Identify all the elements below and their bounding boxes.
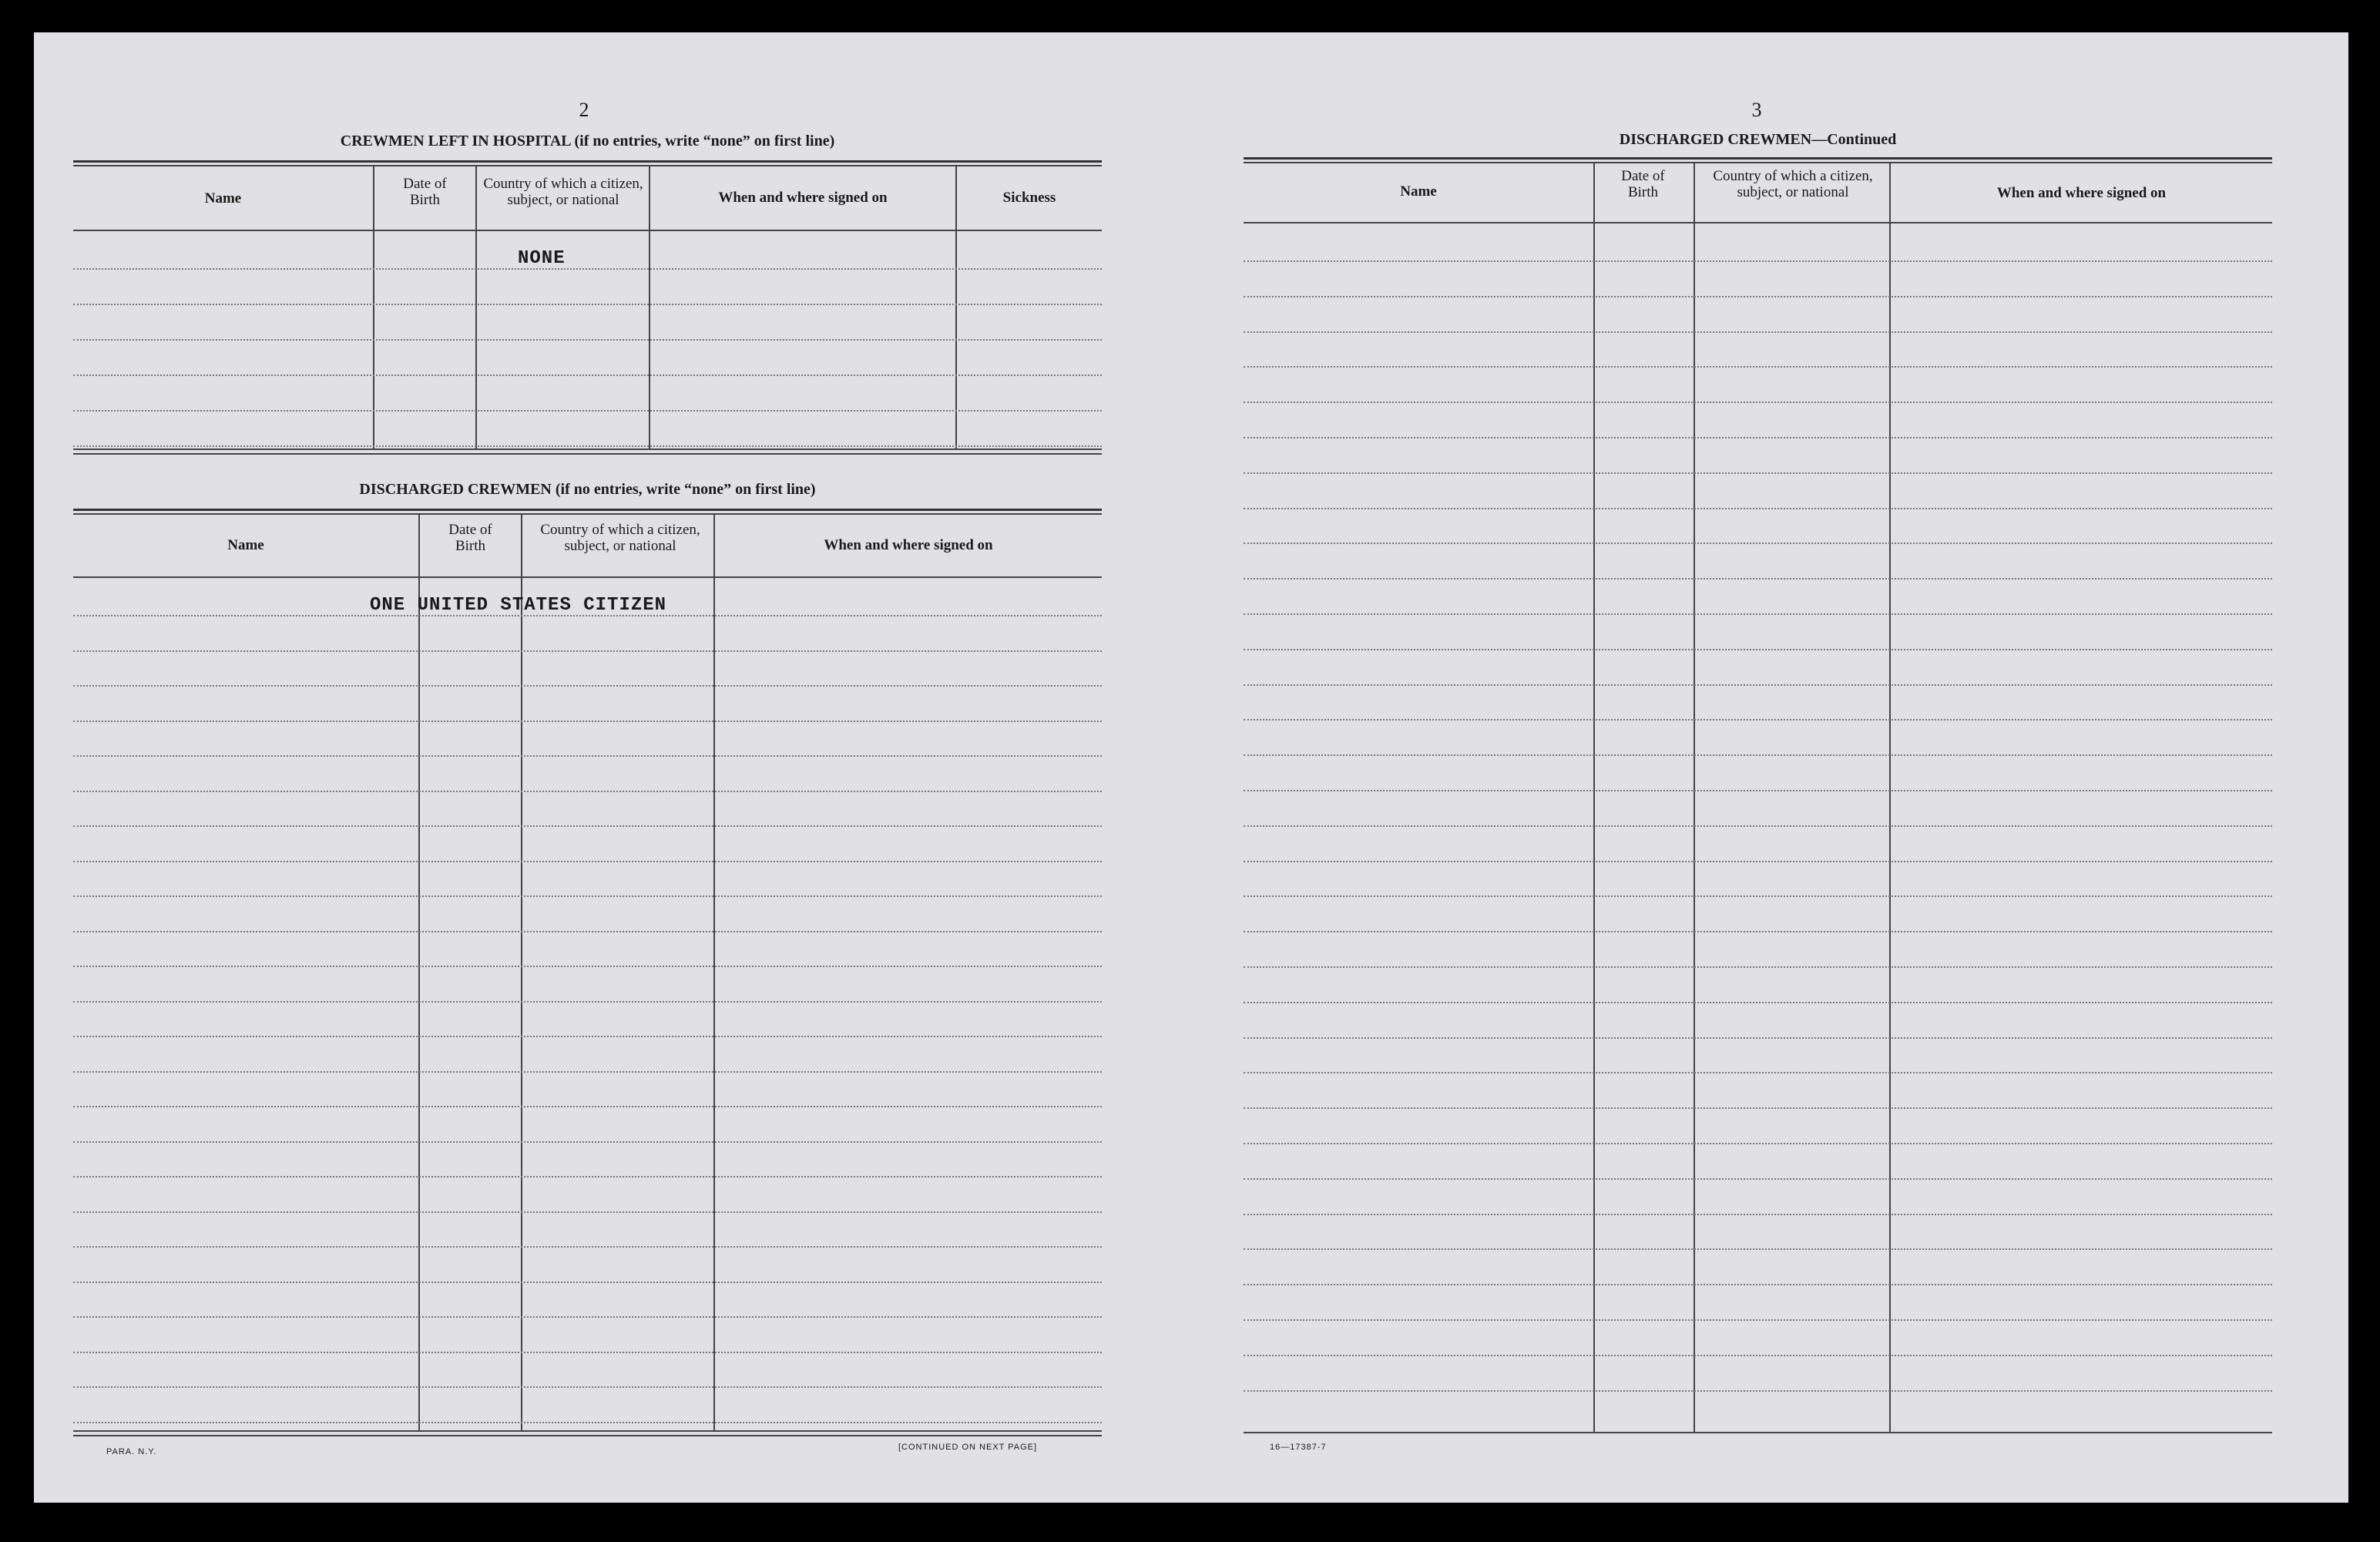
entry-line	[73, 1071, 1102, 1073]
entry-line	[73, 791, 1102, 792]
discharged-col-signed-header: When and where signed on	[824, 537, 993, 553]
continued-col-divider-1	[1593, 162, 1595, 1433]
entry-line	[1244, 543, 2272, 544]
entry-line	[1244, 613, 2272, 615]
entry-line	[1244, 649, 2272, 650]
hospital-col-name-header: Name	[204, 190, 242, 207]
entry-line	[73, 650, 1102, 652]
hospital-entry-line	[73, 410, 1102, 412]
hospital-col-divider-4	[955, 165, 957, 450]
entry-line	[73, 966, 1102, 967]
continued-col-divider-3	[1889, 162, 1891, 1433]
hospital-col-divider-1	[373, 165, 374, 450]
continued-header-rule	[1244, 222, 2272, 223]
entry-line	[1244, 331, 2272, 333]
entry-line	[73, 1316, 1102, 1318]
entry-line	[1244, 719, 2272, 721]
entry-line	[1244, 1143, 2272, 1144]
form-number: 16—17387-7	[1270, 1443, 1327, 1452]
hospital-col-country-header: Country of which a citizen, subject, or national	[483, 176, 643, 208]
entry-line	[1244, 296, 2272, 297]
continued-table-bottom-rule	[1244, 1432, 2272, 1433]
discharged-table-top-rule	[73, 509, 1102, 511]
hospital-col-divider-2	[475, 165, 477, 450]
hospital-entry-line	[73, 304, 1102, 305]
hospital-col-dob-header: Date of Birth	[403, 176, 447, 208]
entry-line	[1244, 472, 2272, 474]
hospital-entry-line	[73, 339, 1102, 341]
printer-mark: PARA. N.Y.	[106, 1447, 157, 1456]
entry-line	[73, 1176, 1102, 1177]
entry-line	[73, 1211, 1102, 1213]
entry-line	[73, 1386, 1102, 1388]
entry-line	[1244, 1178, 2272, 1180]
entry-line	[73, 1246, 1102, 1248]
entry-line	[1244, 966, 2272, 968]
hospital-header-rule	[73, 230, 1102, 231]
hospital-section-title: CREWMEN LEFT IN HOSPITAL (if no entries, write “none” on first line)	[340, 133, 835, 149]
hospital-table-bottom-rule	[73, 448, 1102, 450]
entry-line	[73, 861, 1102, 862]
entry-line	[73, 615, 1102, 616]
entry-line	[1244, 754, 2272, 756]
continued-col-country-header: Country of which a citizen, subject, or national	[1713, 168, 1873, 200]
entry-line	[73, 1352, 1102, 1353]
entry-line	[73, 685, 1102, 687]
hospital-col-signed-header: When and where signed on	[718, 190, 888, 206]
continued-note: [CONTINUED ON NEXT PAGE]	[898, 1443, 1038, 1452]
entry-line	[73, 1036, 1102, 1037]
entry-line	[1244, 1390, 2272, 1392]
page-number-right: 3	[1751, 99, 1762, 121]
entry-line	[73, 931, 1102, 932]
hospital-table-bottom-rule-2	[73, 453, 1102, 455]
entry-line	[1244, 1319, 2272, 1321]
continued-table-top-rule	[1244, 157, 2272, 160]
entry-line	[73, 1282, 1102, 1283]
hospital-table-top-rule-2	[73, 165, 1102, 166]
continued-col-name-header: Name	[1400, 183, 1437, 200]
hospital-col-divider-3	[649, 165, 650, 450]
page-number-left: 2	[579, 99, 589, 121]
hospital-typed-entry: NONE	[518, 248, 566, 269]
hospital-entry-line	[73, 268, 1102, 270]
entry-line	[1244, 825, 2272, 827]
entry-line	[73, 721, 1102, 722]
entry-line	[1244, 1107, 2272, 1109]
entry-line	[1244, 260, 2272, 262]
entry-line	[73, 895, 1102, 897]
entry-line	[73, 1001, 1102, 1003]
entry-line	[1244, 790, 2272, 791]
discharged-col-name-header: Name	[227, 537, 264, 553]
discharged-header-rule	[73, 576, 1102, 578]
hospital-entry-line	[73, 375, 1102, 376]
continued-col-divider-2	[1694, 162, 1695, 1433]
entry-line	[73, 1141, 1102, 1143]
entry-line	[1244, 1355, 2272, 1356]
entry-line	[1244, 1214, 2272, 1215]
hospital-table-top-rule	[73, 160, 1102, 163]
entry-line	[1244, 401, 2272, 403]
entry-line	[73, 1422, 1102, 1423]
entry-line	[1244, 895, 2272, 897]
continued-col-signed-header: When and where signed on	[1996, 185, 2167, 201]
continued-col-dob-header: Date of Birth	[1621, 168, 1665, 200]
discharged-col-dob-header: Date of Birth	[448, 522, 492, 554]
entry-line	[73, 825, 1102, 827]
entry-line	[73, 1106, 1102, 1107]
entry-line	[1244, 508, 2272, 509]
discharged-section-title: DISCHARGED CREWMEN (if no entries, write “none” on first line)	[359, 481, 816, 498]
entry-line	[1244, 1037, 2272, 1039]
discharged-continued-title: DISCHARGED CREWMEN—Continued	[1619, 131, 1897, 148]
entry-line	[1244, 1248, 2272, 1250]
entry-line	[1244, 684, 2272, 686]
discharged-typed-entry: ONE UNITED STATES CITIZEN	[370, 595, 667, 616]
discharged-col-country-header: Country of which a citizen, subject, or national	[540, 522, 700, 554]
discharged-table-bottom-rule-2	[73, 1435, 1102, 1436]
hospital-col-sickness-header: Sickness	[1002, 190, 1056, 206]
entry-line	[1244, 1072, 2272, 1073]
entry-line	[1244, 366, 2272, 368]
entry-line	[1244, 1002, 2272, 1003]
entry-line	[1244, 931, 2272, 932]
entry-line	[1244, 861, 2272, 862]
entry-line	[1244, 1284, 2272, 1285]
hospital-entry-line	[73, 445, 1102, 447]
entry-line	[73, 755, 1102, 757]
entry-line	[1244, 437, 2272, 438]
discharged-table-top-rule-2	[73, 513, 1102, 515]
entry-line	[1244, 578, 2272, 580]
discharged-table-bottom-rule	[73, 1430, 1102, 1432]
continued-table-top-rule-2	[1244, 162, 2272, 163]
